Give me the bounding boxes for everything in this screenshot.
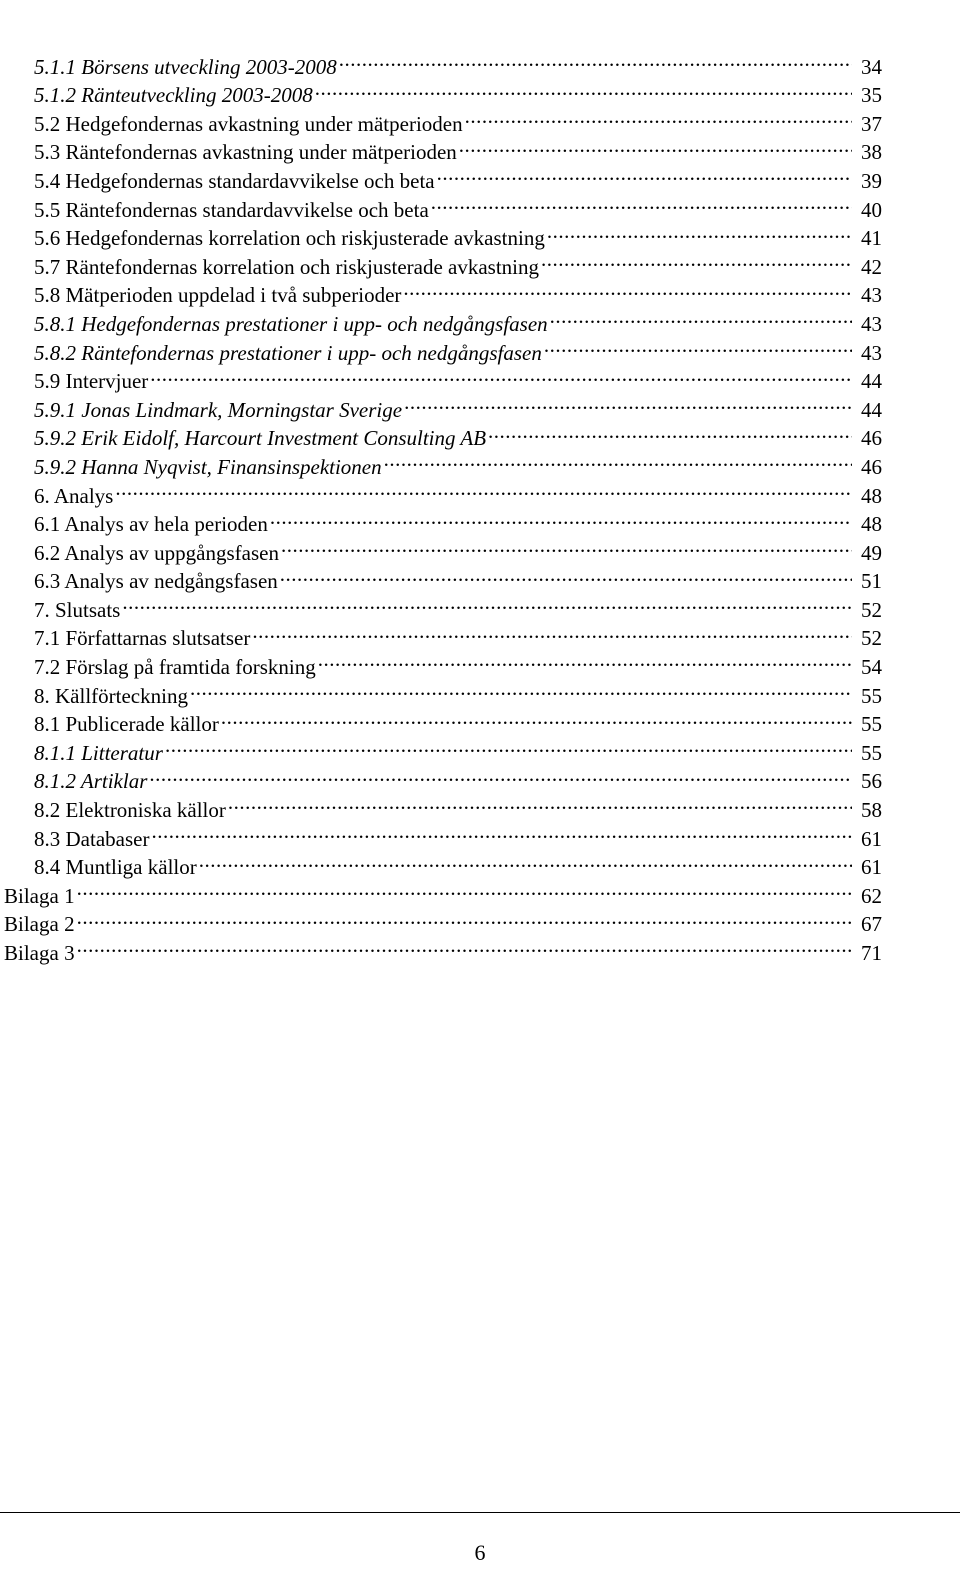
toc-entry-label: 5.5 Räntefondernas standardavvikelse och beta: [34, 197, 429, 222]
toc-leader-dots: [228, 788, 852, 817]
toc-entry[interactable]: [0, 645, 960, 680]
toc-entry-label: 6.1 Analys av hela perioden: [34, 512, 268, 537]
toc-entry-page-number: 51: [861, 569, 882, 594]
toc-entry-label: 5.8.2 Räntefondernas prestationer i upp- och nedgångsfasen: [34, 340, 542, 365]
toc-entry[interactable]: [0, 331, 960, 365]
toc-entry-label: 5.9.2 Erik Eidolf, Harcourt Investment Consulting AB: [34, 426, 487, 451]
toc-entry-page-number: 48: [861, 483, 882, 508]
toc-entry-page-number: 55: [861, 740, 882, 765]
toc-entry-label: 7.2 Förslag på framtida forskning: [34, 655, 316, 680]
toc-entry[interactable]: [0, 388, 960, 422]
toc-entry[interactable]: [0, 74, 960, 108]
toc-entry[interactable]: [0, 703, 960, 737]
toc-entry[interactable]: [0, 474, 960, 508]
toc-entry[interactable]: [0, 102, 960, 136]
toc-leader-dots: [149, 760, 852, 789]
toc-leader-dots: [465, 102, 852, 131]
toc-leader-dots: [404, 388, 852, 417]
toc-entry[interactable]: [0, 302, 960, 336]
table-of-contents: [0, 45, 960, 965]
page-number: 6: [474, 1540, 486, 1565]
toc-leader-dots: [541, 245, 852, 274]
toc-entry-page-number: 56: [861, 769, 882, 794]
toc-entry-page-number: 55: [861, 683, 882, 708]
toc-entry[interactable]: [0, 760, 960, 794]
toc-entry-page-number: 48: [861, 512, 882, 537]
toc-entry-page-number: 40: [861, 197, 882, 222]
toc-entry-page-number: 46: [861, 454, 882, 479]
toc-entry-label: Bilaga 2: [4, 912, 75, 937]
toc-entry-label: 5.1.1 Börsens utveckling 2003-2008: [34, 54, 337, 79]
toc-leader-dots: [280, 560, 852, 589]
toc-entry-label: 8.1.2 Artiklar: [34, 769, 148, 794]
toc-leader-dots: [459, 131, 852, 160]
toc-entry-page-number: 44: [861, 397, 882, 422]
toc-entry-label: 6.2 Analys av uppgångsfasen: [34, 540, 279, 565]
toc-entry-page-number: 62: [861, 883, 882, 908]
toc-leader-dots: [122, 588, 852, 617]
toc-entry-page-number: 58: [861, 798, 882, 823]
toc-entry-page-number: 43: [861, 311, 882, 336]
toc-entry-label: 8.1.1 Litteratur: [34, 740, 163, 765]
toc-entry-page-number: 39: [861, 168, 882, 193]
toc-entry[interactable]: [0, 217, 960, 251]
toc-leader-dots: [77, 931, 852, 960]
toc-entry[interactable]: [0, 817, 960, 851]
toc-entry-label: Bilaga 3: [4, 941, 75, 965]
toc-entry-label: 8.3 Databaser: [34, 826, 150, 851]
toc-entry[interactable]: [0, 245, 960, 279]
toc-entry[interactable]: [0, 674, 960, 708]
toc-entry-label: Bilaga 1: [4, 883, 75, 908]
toc-entry[interactable]: [0, 131, 960, 165]
toc-leader-dots: [547, 217, 852, 246]
toc-entry-label: 5.9.1 Jonas Lindmark, Morningstar Sverige: [34, 397, 403, 422]
toc-entry[interactable]: [0, 445, 960, 479]
toc-leader-dots: [544, 331, 852, 360]
toc-leader-dots: [199, 846, 852, 875]
toc-entry-label: 5.8 Mätperioden uppdelad i två subperioder: [34, 283, 402, 308]
toc-entry-page-number: 52: [861, 626, 882, 651]
toc-entry-page-number: 43: [861, 283, 882, 308]
toc-leader-dots: [115, 474, 852, 503]
toc-entry[interactable]: [0, 159, 960, 193]
toc-entry[interactable]: [0, 531, 960, 565]
toc-entry-label: 5.9.2 Hanna Nyqvist, Finansinspektionen: [34, 454, 382, 479]
toc-entry[interactable]: [0, 931, 960, 965]
toc-leader-dots: [403, 274, 852, 303]
toc-leader-dots: [221, 703, 852, 732]
toc-entry[interactable]: [0, 788, 960, 823]
toc-entry-page-number: 35: [861, 83, 882, 108]
toc-entry-page-number: 61: [861, 826, 882, 851]
toc-entry[interactable]: [0, 45, 960, 79]
toc-leader-dots: [550, 302, 852, 331]
toc-entry-label: 8. Källförteckning: [34, 683, 188, 708]
toc-entry-label: 8.2 Elektroniska källor: [34, 798, 226, 823]
toc-entry[interactable]: [0, 417, 960, 451]
toc-entry-page-number: 54: [861, 655, 882, 680]
toc-entry[interactable]: [0, 274, 960, 308]
toc-entry-page-number: 44: [861, 369, 882, 394]
toc-entry-page-number: 49: [861, 540, 882, 565]
toc-entry-label: 5.3 Räntefondernas avkastning under mätperioden: [34, 140, 457, 165]
toc-leader-dots: [437, 159, 852, 188]
toc-entry-page-number: 41: [861, 226, 882, 251]
toc-leader-dots: [150, 360, 852, 389]
toc-entry-label: 5.4 Hedgefondernas standardavvikelse och beta: [34, 168, 435, 193]
toc-entry-label: 5.6 Hedgefondernas korrelation och riskjusterade avkastning: [34, 226, 545, 251]
toc-entry-page-number: 55: [861, 712, 882, 737]
toc-leader-dots: [151, 817, 852, 846]
toc-entry-label: 7.1 Författarnas slutsatser: [34, 626, 251, 651]
toc-entry-label: 5.1.2 Ränteutveckling 2003-2008: [34, 83, 313, 108]
toc-entry[interactable]: [0, 188, 960, 222]
toc-entry-label: 6.3 Analys av nedgångsfasen: [34, 569, 278, 594]
toc-leader-dots: [384, 445, 852, 474]
toc-entry-page-number: 67: [861, 912, 882, 937]
toc-leader-dots: [281, 531, 852, 560]
toc-entry[interactable]: [0, 588, 960, 622]
toc-entry-page-number: 46: [861, 426, 882, 451]
toc-entry[interactable]: [0, 360, 960, 394]
toc-entry-label: 8.1 Publicerade källor: [34, 712, 219, 737]
toc-entry-label: 8.4 Muntliga källor: [34, 855, 197, 880]
toc-entry-label: 5.2 Hedgefondernas avkastning under mätperioden: [34, 111, 463, 136]
toc-entry-label: 5.9 Intervjuer: [34, 369, 149, 394]
toc-entry[interactable]: [0, 731, 960, 765]
toc-entry-page-number: 43: [861, 340, 882, 365]
toc-entry-page-number: 61: [861, 855, 882, 880]
toc-leader-dots: [77, 903, 852, 932]
toc-entry[interactable]: [0, 846, 960, 880]
toc-entry[interactable]: [0, 903, 960, 937]
toc-entry-page-number: 34: [861, 54, 882, 79]
toc-entry-page-number: 38: [861, 140, 882, 165]
toc-leader-dots: [190, 674, 852, 703]
toc-leader-dots: [431, 188, 852, 217]
toc-entry-page-number: 71: [861, 941, 882, 965]
toc-leader-dots: [165, 731, 852, 760]
toc-entry-page-number: 37: [861, 111, 882, 136]
toc-entry[interactable]: [0, 874, 960, 908]
toc-entry-label: 7. Slutsats: [34, 597, 121, 622]
toc-leader-dots: [315, 74, 852, 103]
toc-entry[interactable]: [0, 503, 960, 537]
toc-leader-dots: [339, 45, 852, 74]
toc-entry-label: 5.8.1 Hedgefondernas prestationer i upp- och nedgångsfasen: [34, 311, 548, 336]
footer-divider: [0, 1512, 960, 1513]
toc-entry[interactable]: [0, 560, 960, 594]
toc-leader-dots: [488, 417, 852, 446]
toc-leader-dots: [318, 645, 852, 674]
toc-entry-label: 5.7 Räntefondernas korrelation och riskjusterade avkastning: [34, 254, 540, 279]
toc-leader-dots: [77, 874, 852, 903]
toc-entry[interactable]: [0, 617, 960, 651]
toc-entry-page-number: 42: [861, 254, 882, 279]
toc-entry-page-number: 52: [861, 597, 882, 622]
toc-leader-dots: [252, 617, 852, 646]
toc-entry-label: 6. Analys: [34, 483, 114, 508]
toc-leader-dots: [270, 503, 852, 532]
